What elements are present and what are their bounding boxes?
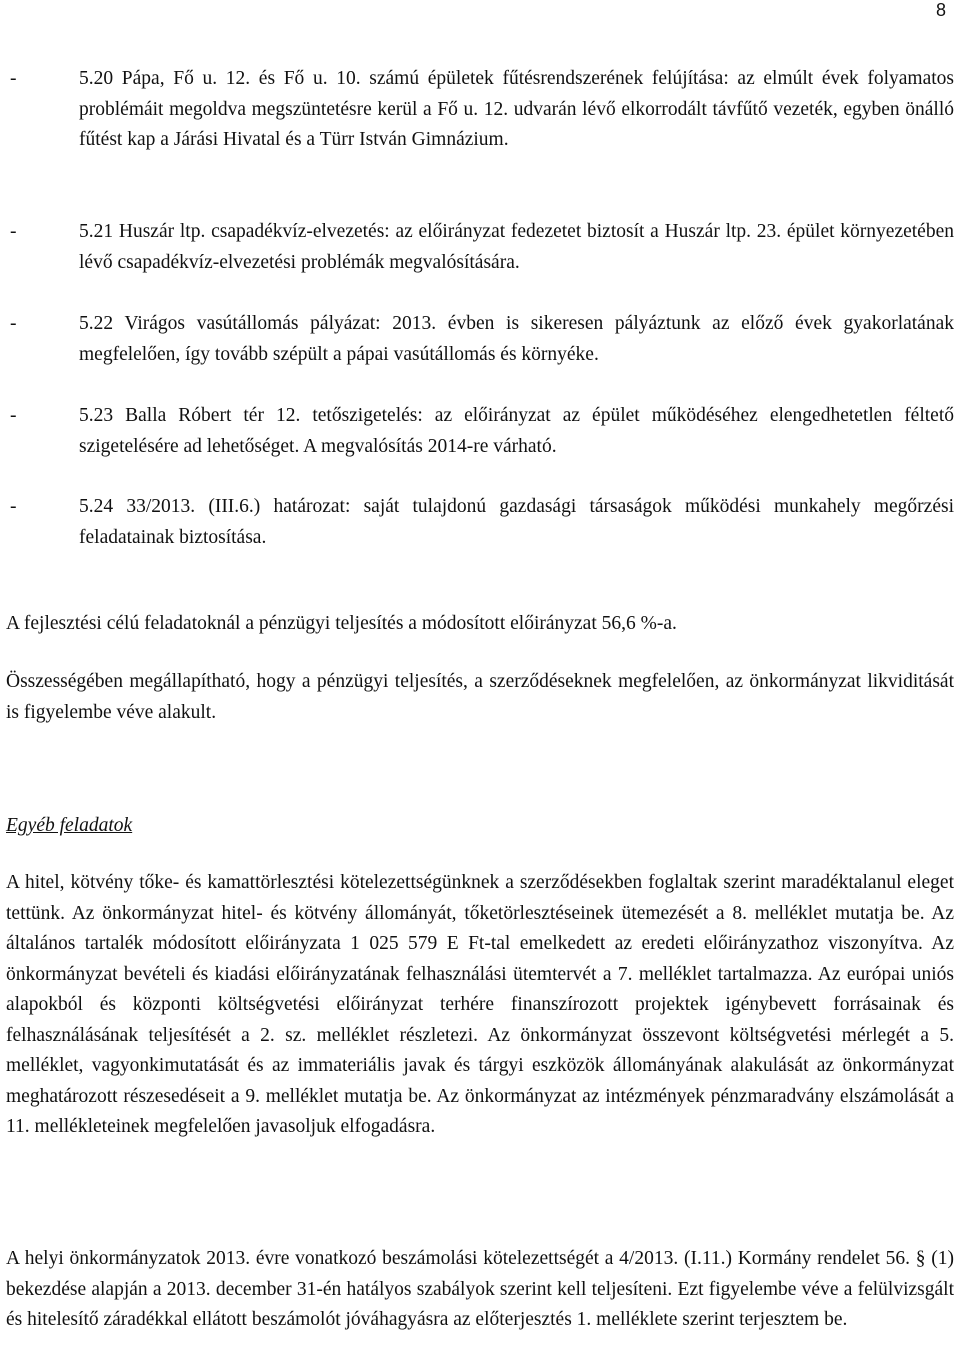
section-heading: Egyéb feladatok <box>6 815 133 836</box>
list-item <box>6 492 954 553</box>
list-dash: - <box>10 313 17 334</box>
list-dash: - <box>10 221 17 242</box>
list-item-text: 5.21 Huszár ltp. csapadékvíz-elvezetés: az előirányzat fedezetet biztosít a Huszár ltp. 23. épület környezetében lévő csapadékvíz-elvezetési problémák megvalósítására. <box>79 221 954 273</box>
paragraph-osszessegeben: Összességében megállapítható, hogy a pénzügyi teljesítés, a szerződéseknek megfelelően, az önkormányzat likviditását is figyelembe véve alakult. <box>6 671 954 723</box>
list-item-text: 5.20 Pápa, Fő u. 12. és Fő u. 10. számú épületek fűtésrendszerének felújítása: az elmúlt évek folyamatos problémáit megoldva megszüntetésre kerül a Fő u. 12. udvarán lévő elkorrodált távfűtő vezeték, egyben önálló fűtést kap a Járási Hivatal és a Türr István Gimnázium. <box>79 68 954 150</box>
paragraph-fejlesztesi: A fejlesztési célú feladatoknál a pénzügyi teljesítés a módosított előirányzat 56,6 %-a. <box>6 613 677 634</box>
list-item <box>6 64 954 156</box>
page-number: 8 <box>935 0 946 20</box>
list-item-text: 5.22 Virágos vasútállomás pályázat: 2013. évben is sikeresen pályáztunk az előző évek gyakorlatának megfelelően, így tovább szépült a pápai vasútállomás és környéke. <box>79 313 954 365</box>
list-item-text: 5.23 Balla Róbert tér 12. tetőszigetelés: az előirányzat az épület működéséhez elengedhetetlen féltető szigetelésére ad lehetőséget. A megvalósítás 2014-re várható. <box>79 405 954 457</box>
list-dash: - <box>10 496 17 517</box>
list-item <box>6 309 954 370</box>
list-dash: - <box>10 68 17 89</box>
list-item-text: 5.24 33/2013. (III.6.) határozat: saját tulajdonú gazdasági társaságok működési munkahely megőrzési feladatainak biztosítása. <box>79 496 954 548</box>
list-item <box>6 217 954 278</box>
list-dash: - <box>10 405 17 426</box>
paragraph-beszamolasi: A helyi önkormányzatok 2013. évre vonatkozó beszámolási kötelezettségét a 4/2013. (I.11.) Kormány rendelet 56. § (1) bekezdése alapján a 2013. december 31-én hatályos szabályok szerint kell teljesíteni. Ezt figyelembe véve a felülvizsgált és hitelesítő záradékkal ellátott beszámolót jóváhagyásra az előterjesztés 1. melléklete szerint terjesztem be. <box>6 1248 954 1330</box>
list-item <box>6 401 954 462</box>
paragraph-egyeb-feladatok: A hitel, kötvény tőke- és kamattörlesztési kötelezettségünknek a szerződésekben foglaltak szerint maradéktalanul eleget tettünk. Az önkormányzat hitel- és kötvény állományát, tőketörlesztéseinek ütemezését a 8. melléklet mutatja be. Az általános tartalék módosított előirányzata 1 025 579 E Ft-tal emelkedett az eredeti előirányzathoz viszonyítva. Az önkormányzat bevételi és kiadási előirányzatának felhasználási ütemtervét a 7. melléklet tartalmazza. Az európai uniós alapokból és központi költségvetési előirányzat terhére finanszírozott projektek igénybevett forrásainak és felhasználásának teljesítését a 2. sz. melléklet részletezi. Az önkormányzat összevont költségvetési mérlegét a 5. melléklet, vagyonkimutatását és az immateriális javak és tárgyi eszközök állományának alakulását az önkormányzat meghatározott részesedéseit a 9. melléklet mutatja be. Az önkormányzat az intézmények pénzmaradvány elszámolását a 11. mellékleteinek megfelelően javasoljuk elfogadásra. <box>6 872 954 1137</box>
